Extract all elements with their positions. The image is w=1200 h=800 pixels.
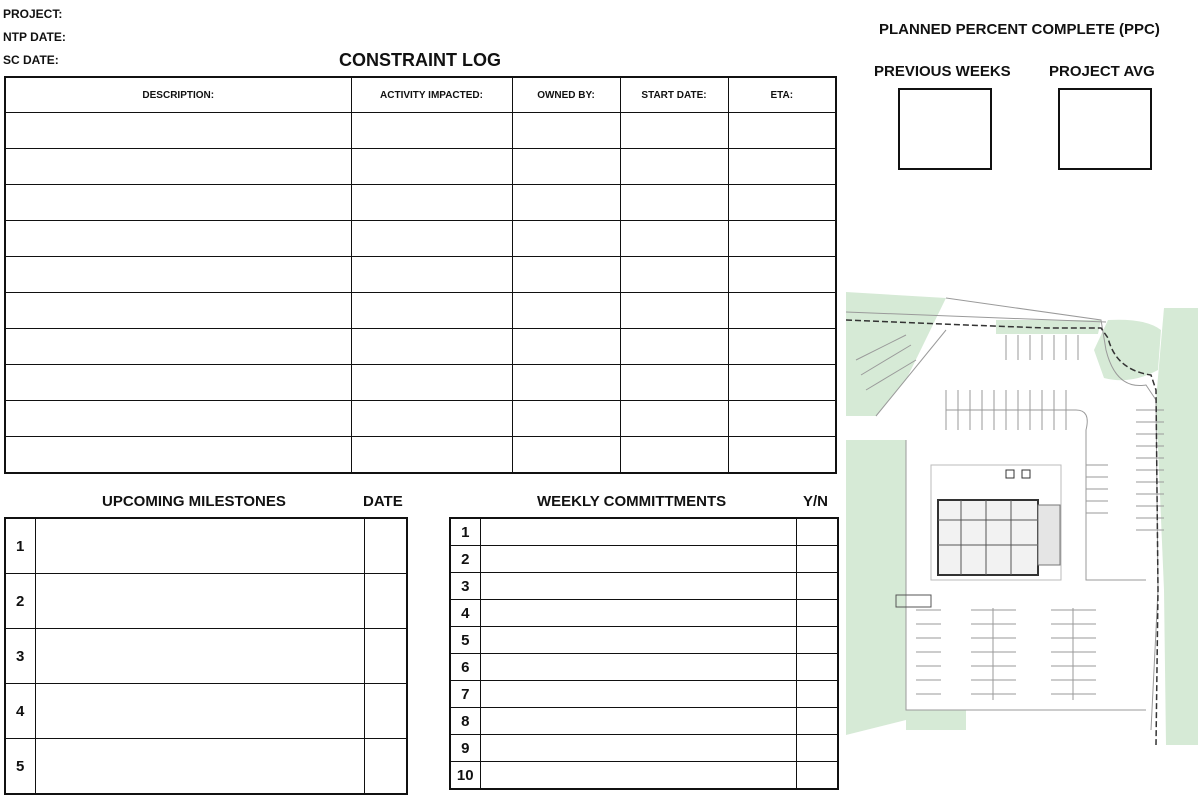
cell-activity-impacted[interactable] xyxy=(351,437,512,474)
cell-activity-impacted[interactable] xyxy=(351,185,512,221)
milestone-row xyxy=(5,684,407,739)
milestone-date-cell[interactable] xyxy=(364,739,407,795)
weekly-commitment-row xyxy=(450,546,838,573)
milestone-number: 5 xyxy=(5,739,35,795)
cell-owned-by[interactable] xyxy=(512,293,620,329)
commitment-number: 6 xyxy=(450,654,480,681)
commitment-number: 2 xyxy=(450,546,480,573)
cell-description[interactable] xyxy=(5,293,351,329)
cell-start-date[interactable] xyxy=(620,365,728,401)
commitment-number: 8 xyxy=(450,708,480,735)
cell-eta[interactable] xyxy=(728,149,836,185)
commitment-number: 4 xyxy=(450,600,480,627)
commitment-yn-cell[interactable] xyxy=(796,735,838,762)
commitment-number: 10 xyxy=(450,762,480,790)
cell-start-date[interactable] xyxy=(620,437,728,474)
previous-weeks-label: PREVIOUS WEEKS xyxy=(874,63,1011,80)
constraint-log-row xyxy=(5,221,836,257)
commitment-number: 5 xyxy=(450,627,480,654)
cell-description[interactable] xyxy=(5,329,351,365)
commitment-yn-cell[interactable] xyxy=(796,681,838,708)
cell-description[interactable] xyxy=(5,221,351,257)
project-avg-box[interactable] xyxy=(1058,88,1152,170)
milestone-description-cell[interactable] xyxy=(35,629,364,684)
cell-activity-impacted[interactable] xyxy=(351,149,512,185)
column-header-description: DESCRIPTION: xyxy=(5,77,351,113)
weekly-commitment-row xyxy=(450,681,838,708)
cell-description[interactable] xyxy=(5,401,351,437)
sc-date-label: SC DATE: xyxy=(3,53,59,67)
constraint-log-row xyxy=(5,257,836,293)
commitment-description-cell[interactable] xyxy=(480,654,796,681)
commitment-yn-cell[interactable] xyxy=(796,654,838,681)
commitment-yn-cell[interactable] xyxy=(796,518,838,546)
cell-eta[interactable] xyxy=(728,113,836,149)
cell-start-date[interactable] xyxy=(620,221,728,257)
weekly-commitment-row xyxy=(450,708,838,735)
milestone-row xyxy=(5,739,407,795)
constraint-log-row xyxy=(5,113,836,149)
cell-eta[interactable] xyxy=(728,365,836,401)
commitment-yn-cell[interactable] xyxy=(796,546,838,573)
constraint-log-row xyxy=(5,401,836,437)
cell-owned-by[interactable] xyxy=(512,257,620,293)
commitment-description-cell[interactable] xyxy=(480,600,796,627)
commitment-description-cell[interactable] xyxy=(480,627,796,654)
site-plan-drawing xyxy=(846,290,1198,745)
milestone-description-cell[interactable] xyxy=(35,684,364,739)
cell-owned-by[interactable] xyxy=(512,365,620,401)
weekly-commitment-row xyxy=(450,654,838,681)
constraint-log-row xyxy=(5,329,836,365)
constraint-log-header-row xyxy=(5,77,836,113)
milestone-date-cell[interactable] xyxy=(364,574,407,629)
weekly-title: WEEKLY COMMITTMENTS xyxy=(537,493,727,510)
commitment-yn-cell[interactable] xyxy=(796,573,838,600)
cell-activity-impacted[interactable] xyxy=(351,293,512,329)
column-header-owned-by: OWNED BY: xyxy=(512,77,620,113)
cell-description[interactable] xyxy=(5,149,351,185)
cell-eta[interactable] xyxy=(728,437,836,474)
commitment-description-cell[interactable] xyxy=(480,762,796,790)
commitment-description-cell[interactable] xyxy=(480,735,796,762)
cell-owned-by[interactable] xyxy=(512,149,620,185)
cell-activity-impacted[interactable] xyxy=(351,257,512,293)
project-avg-label: PROJECT AVG xyxy=(1049,63,1155,80)
commitment-description-cell[interactable] xyxy=(480,518,796,546)
cell-eta[interactable] xyxy=(728,221,836,257)
cell-eta[interactable] xyxy=(728,185,836,221)
cell-description[interactable] xyxy=(5,365,351,401)
cell-start-date[interactable] xyxy=(620,185,728,221)
commitment-number: 1 xyxy=(450,518,480,546)
cell-start-date[interactable] xyxy=(620,257,728,293)
weekly-commitment-row xyxy=(450,627,838,654)
cell-eta[interactable] xyxy=(728,401,836,437)
cell-start-date[interactable] xyxy=(620,401,728,437)
weekly-commitments-table xyxy=(449,517,839,790)
weekly-commitment-row xyxy=(450,573,838,600)
cell-activity-impacted[interactable] xyxy=(351,113,512,149)
milestone-number: 3 xyxy=(5,629,35,684)
milestone-description-cell[interactable] xyxy=(35,739,364,795)
milestone-row xyxy=(5,629,407,684)
constraint-log-table xyxy=(4,76,837,474)
cell-owned-by[interactable] xyxy=(512,437,620,474)
cell-activity-impacted[interactable] xyxy=(351,365,512,401)
cell-description[interactable] xyxy=(5,257,351,293)
cell-owned-by[interactable] xyxy=(512,185,620,221)
milestone-description-cell[interactable] xyxy=(35,574,364,629)
commitment-number: 3 xyxy=(450,573,480,600)
constraint-log-row xyxy=(5,365,836,401)
milestone-row xyxy=(5,574,407,629)
cell-eta[interactable] xyxy=(728,329,836,365)
milestone-row xyxy=(5,518,407,574)
ntp-date-label: NTP DATE: xyxy=(3,30,66,44)
building-footprint xyxy=(896,465,1061,607)
column-header-activity-impacted: ACTIVITY IMPACTED: xyxy=(351,77,512,113)
milestone-date-cell[interactable] xyxy=(364,629,407,684)
commitment-yn-cell[interactable] xyxy=(796,627,838,654)
weekly-yn-label: Y/N xyxy=(803,493,829,510)
cell-eta[interactable] xyxy=(728,293,836,329)
previous-weeks-box[interactable] xyxy=(898,88,992,170)
milestones-date-label: DATE xyxy=(363,493,403,510)
milestone-number: 1 xyxy=(5,518,35,574)
weekly-commitment-row xyxy=(450,518,838,546)
milestone-date-cell[interactable] xyxy=(364,518,407,574)
weekly-commitment-row xyxy=(450,735,838,762)
commitment-yn-cell[interactable] xyxy=(796,708,838,735)
cell-description[interactable] xyxy=(5,437,351,474)
commitment-yn-cell[interactable] xyxy=(796,600,838,627)
milestone-number: 2 xyxy=(5,574,35,629)
cell-start-date[interactable] xyxy=(620,293,728,329)
constraint-log-row xyxy=(5,437,836,474)
cell-start-date[interactable] xyxy=(620,329,728,365)
cell-owned-by[interactable] xyxy=(512,221,620,257)
constraint-log-row xyxy=(5,149,836,185)
project-label: PROJECT: xyxy=(3,7,63,21)
commitment-description-cell[interactable] xyxy=(480,681,796,708)
milestone-date-cell[interactable] xyxy=(364,684,407,739)
milestones-table xyxy=(4,517,408,795)
ppc-title: PLANNED PERCENT COMPLETE (PPC) xyxy=(879,21,1160,38)
weekly-commitment-row xyxy=(450,762,838,790)
cell-activity-impacted[interactable] xyxy=(351,401,512,437)
milestone-number: 4 xyxy=(5,684,35,739)
constraint-log-title: CONSTRAINT LOG xyxy=(339,50,501,70)
commitment-description-cell[interactable] xyxy=(480,708,796,735)
constraint-log-row xyxy=(5,185,836,221)
cell-activity-impacted[interactable] xyxy=(351,221,512,257)
cell-owned-by[interactable] xyxy=(512,329,620,365)
commitment-yn-cell[interactable] xyxy=(796,762,838,790)
cell-owned-by[interactable] xyxy=(512,401,620,437)
cell-start-date[interactable] xyxy=(620,149,728,185)
column-header-start-date: START DATE: xyxy=(620,77,728,113)
commitment-number: 7 xyxy=(450,681,480,708)
commitment-number: 9 xyxy=(450,735,480,762)
cell-description[interactable] xyxy=(5,185,351,221)
commitment-description-cell[interactable] xyxy=(480,546,796,573)
constraint-log-row xyxy=(5,293,836,329)
commitment-description-cell[interactable] xyxy=(480,573,796,600)
weekly-commitment-row xyxy=(450,600,838,627)
cell-start-date[interactable] xyxy=(620,113,728,149)
milestones-title: UPCOMING MILESTONES xyxy=(102,493,286,510)
milestone-description-cell[interactable] xyxy=(35,518,364,574)
cell-description[interactable] xyxy=(5,113,351,149)
cell-eta[interactable] xyxy=(728,257,836,293)
column-header-eta: ETA: xyxy=(728,77,836,113)
cell-activity-impacted[interactable] xyxy=(351,329,512,365)
cell-owned-by[interactable] xyxy=(512,113,620,149)
